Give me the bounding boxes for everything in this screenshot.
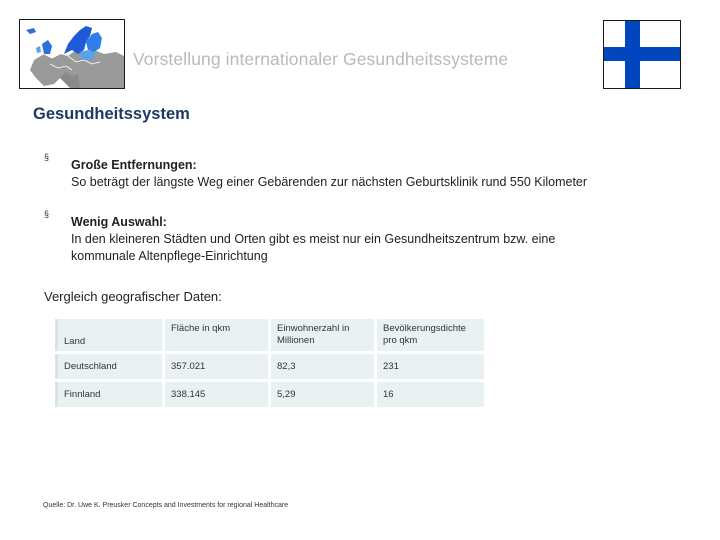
bullet-item (71, 157, 587, 191)
slide-title: Vorstellung internationaler Gesundheitssysteme (133, 49, 509, 69)
table-cell: 338.145 (164, 381, 270, 409)
table-cell: 5,29 (270, 381, 376, 409)
table-cell: Deutschland (57, 353, 164, 381)
source-note: Quelle: Dr. Uwe K. Preusker Concepts and Investments for regional Healthcare (43, 502, 289, 509)
table-row (57, 381, 486, 409)
europe-map-graphic (20, 20, 124, 88)
section-heading: Gesundheitssystem (33, 105, 190, 123)
bullet-body-line: So beträgt der längste Weg einer Gebärenden zur nächsten Geburtsklinik rund 550 Kilometer (71, 175, 588, 189)
finland-flag-icon (603, 20, 681, 89)
europe-map-icon (19, 19, 125, 89)
finland-flag-graphic (604, 21, 680, 88)
bullet-marker: § (44, 152, 50, 162)
table-header-row (57, 319, 486, 353)
column-header-land: Land (57, 319, 164, 353)
table-cell: 16 (376, 381, 486, 409)
comparison-table (55, 319, 487, 410)
table-intro: Vergleich geografischer Daten: (44, 289, 222, 304)
column-header-density: Bevölkerungsdichte pro qkm (376, 319, 486, 353)
bullet-title: Große Entfernungen: (71, 158, 197, 172)
table-row (57, 353, 486, 381)
column-header-population: Einwohnerzahl in Millionen (270, 319, 376, 353)
bullet-body-line: In den kleineren Städten und Orten gibt es meist nur ein Gesundheitszentrum bzw. eine (71, 232, 556, 246)
column-header-area: Fläche in qkm (164, 319, 270, 353)
bullet-marker: § (44, 209, 50, 219)
bullet-body-line: kommunale Altenpflege-Einrichtung (71, 249, 268, 263)
bullet-item (71, 214, 555, 265)
table-cell: 357.021 (164, 353, 270, 381)
table-cell: Finnland (57, 381, 164, 409)
table-cell: 231 (376, 353, 486, 381)
bullet-title: Wenig Auswahl: (71, 215, 167, 229)
table-cell: 82,3 (270, 353, 376, 381)
